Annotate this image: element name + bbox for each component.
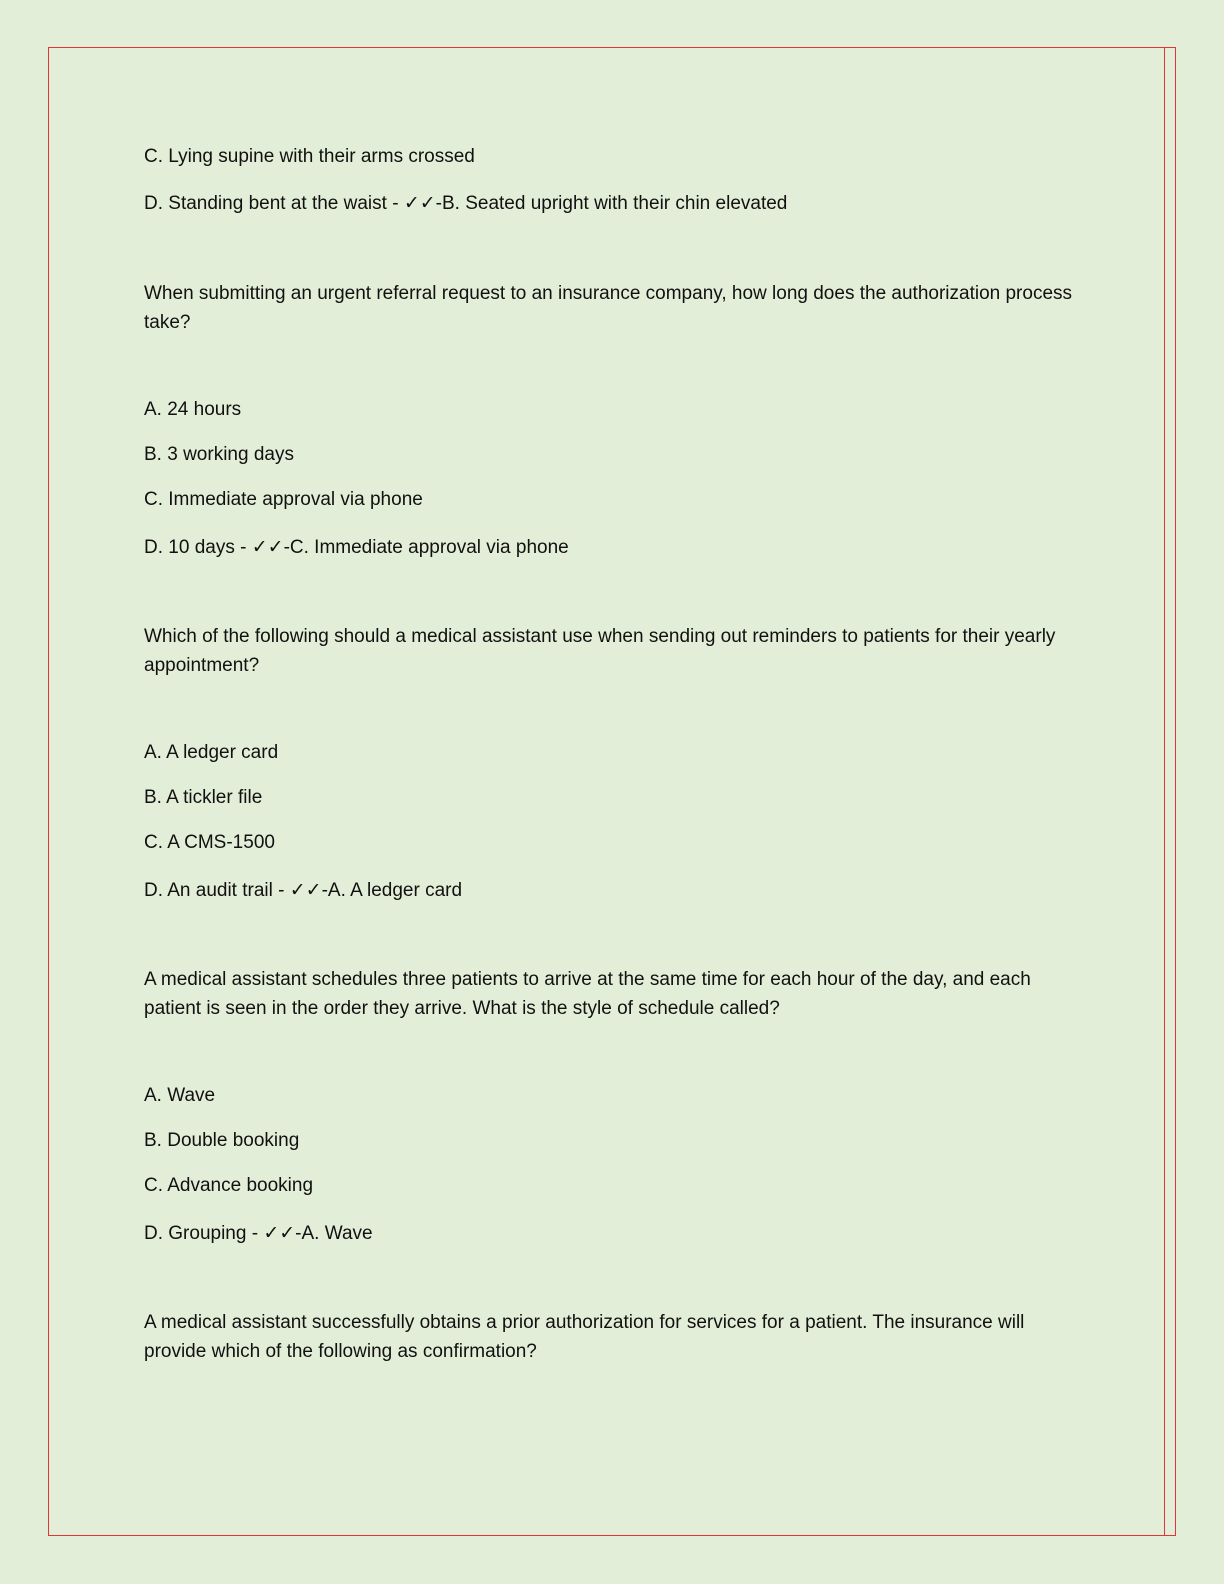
question-text: A medical assistant successfully obtains a prior authorization for services for a patient. The insurance will provide which of the following as confirmation? bbox=[144, 1312, 1025, 1362]
double-check-icon: ✓✓ bbox=[263, 1222, 296, 1244]
correct-answer: -C. Immediate approval via phone bbox=[283, 537, 569, 558]
option-item: A. Wave bbox=[144, 1085, 216, 1106]
correct-answer: -B. Seated upright with their chin elevated bbox=[435, 193, 788, 214]
option-item: B. Double booking bbox=[144, 1130, 300, 1151]
option-item: B. A tickler file bbox=[144, 787, 263, 808]
answer-prefix: D. Grouping - bbox=[144, 1223, 264, 1244]
option-item: A. 24 hours bbox=[144, 399, 242, 420]
question-text: When submitting an urgent referral request to an insurance company, how long does the authorization process take? bbox=[144, 283, 1073, 333]
answer-line bbox=[144, 1219, 373, 1248]
page-border-right-rule bbox=[1164, 48, 1165, 1535]
option-item: C. Advance booking bbox=[144, 1175, 314, 1196]
question-text: A medical assistant schedules three patients to arrive at the same time for each hour of the day, and each patient is seen in the order they arrive. What is the style of schedule called? bbox=[144, 969, 1031, 1019]
option-item: A. A ledger card bbox=[144, 742, 279, 763]
correct-answer: -A. Wave bbox=[295, 1223, 373, 1244]
answer-line bbox=[144, 533, 569, 562]
answer-prefix: D. An audit trail - bbox=[144, 880, 290, 901]
answer-line bbox=[144, 189, 787, 218]
option-item: C. A CMS-1500 bbox=[144, 832, 275, 853]
double-check-icon: ✓✓ bbox=[251, 536, 284, 558]
answer-line bbox=[144, 876, 462, 905]
option-item: C. Lying supine with their arms crossed bbox=[144, 146, 475, 167]
double-check-icon: ✓✓ bbox=[403, 192, 436, 214]
question-text: Which of the following should a medical assistant use when sending out reminders to patients for their yearly appointment? bbox=[144, 626, 1056, 676]
option-item: B. 3 working days bbox=[144, 444, 294, 465]
answer-prefix: D. Standing bent at the waist - bbox=[144, 193, 404, 214]
answer-prefix: D. 10 days - bbox=[144, 537, 252, 558]
correct-answer: -A. A ledger card bbox=[321, 880, 463, 901]
option-item: C. Immediate approval via phone bbox=[144, 489, 423, 510]
double-check-icon: ✓✓ bbox=[289, 879, 322, 901]
